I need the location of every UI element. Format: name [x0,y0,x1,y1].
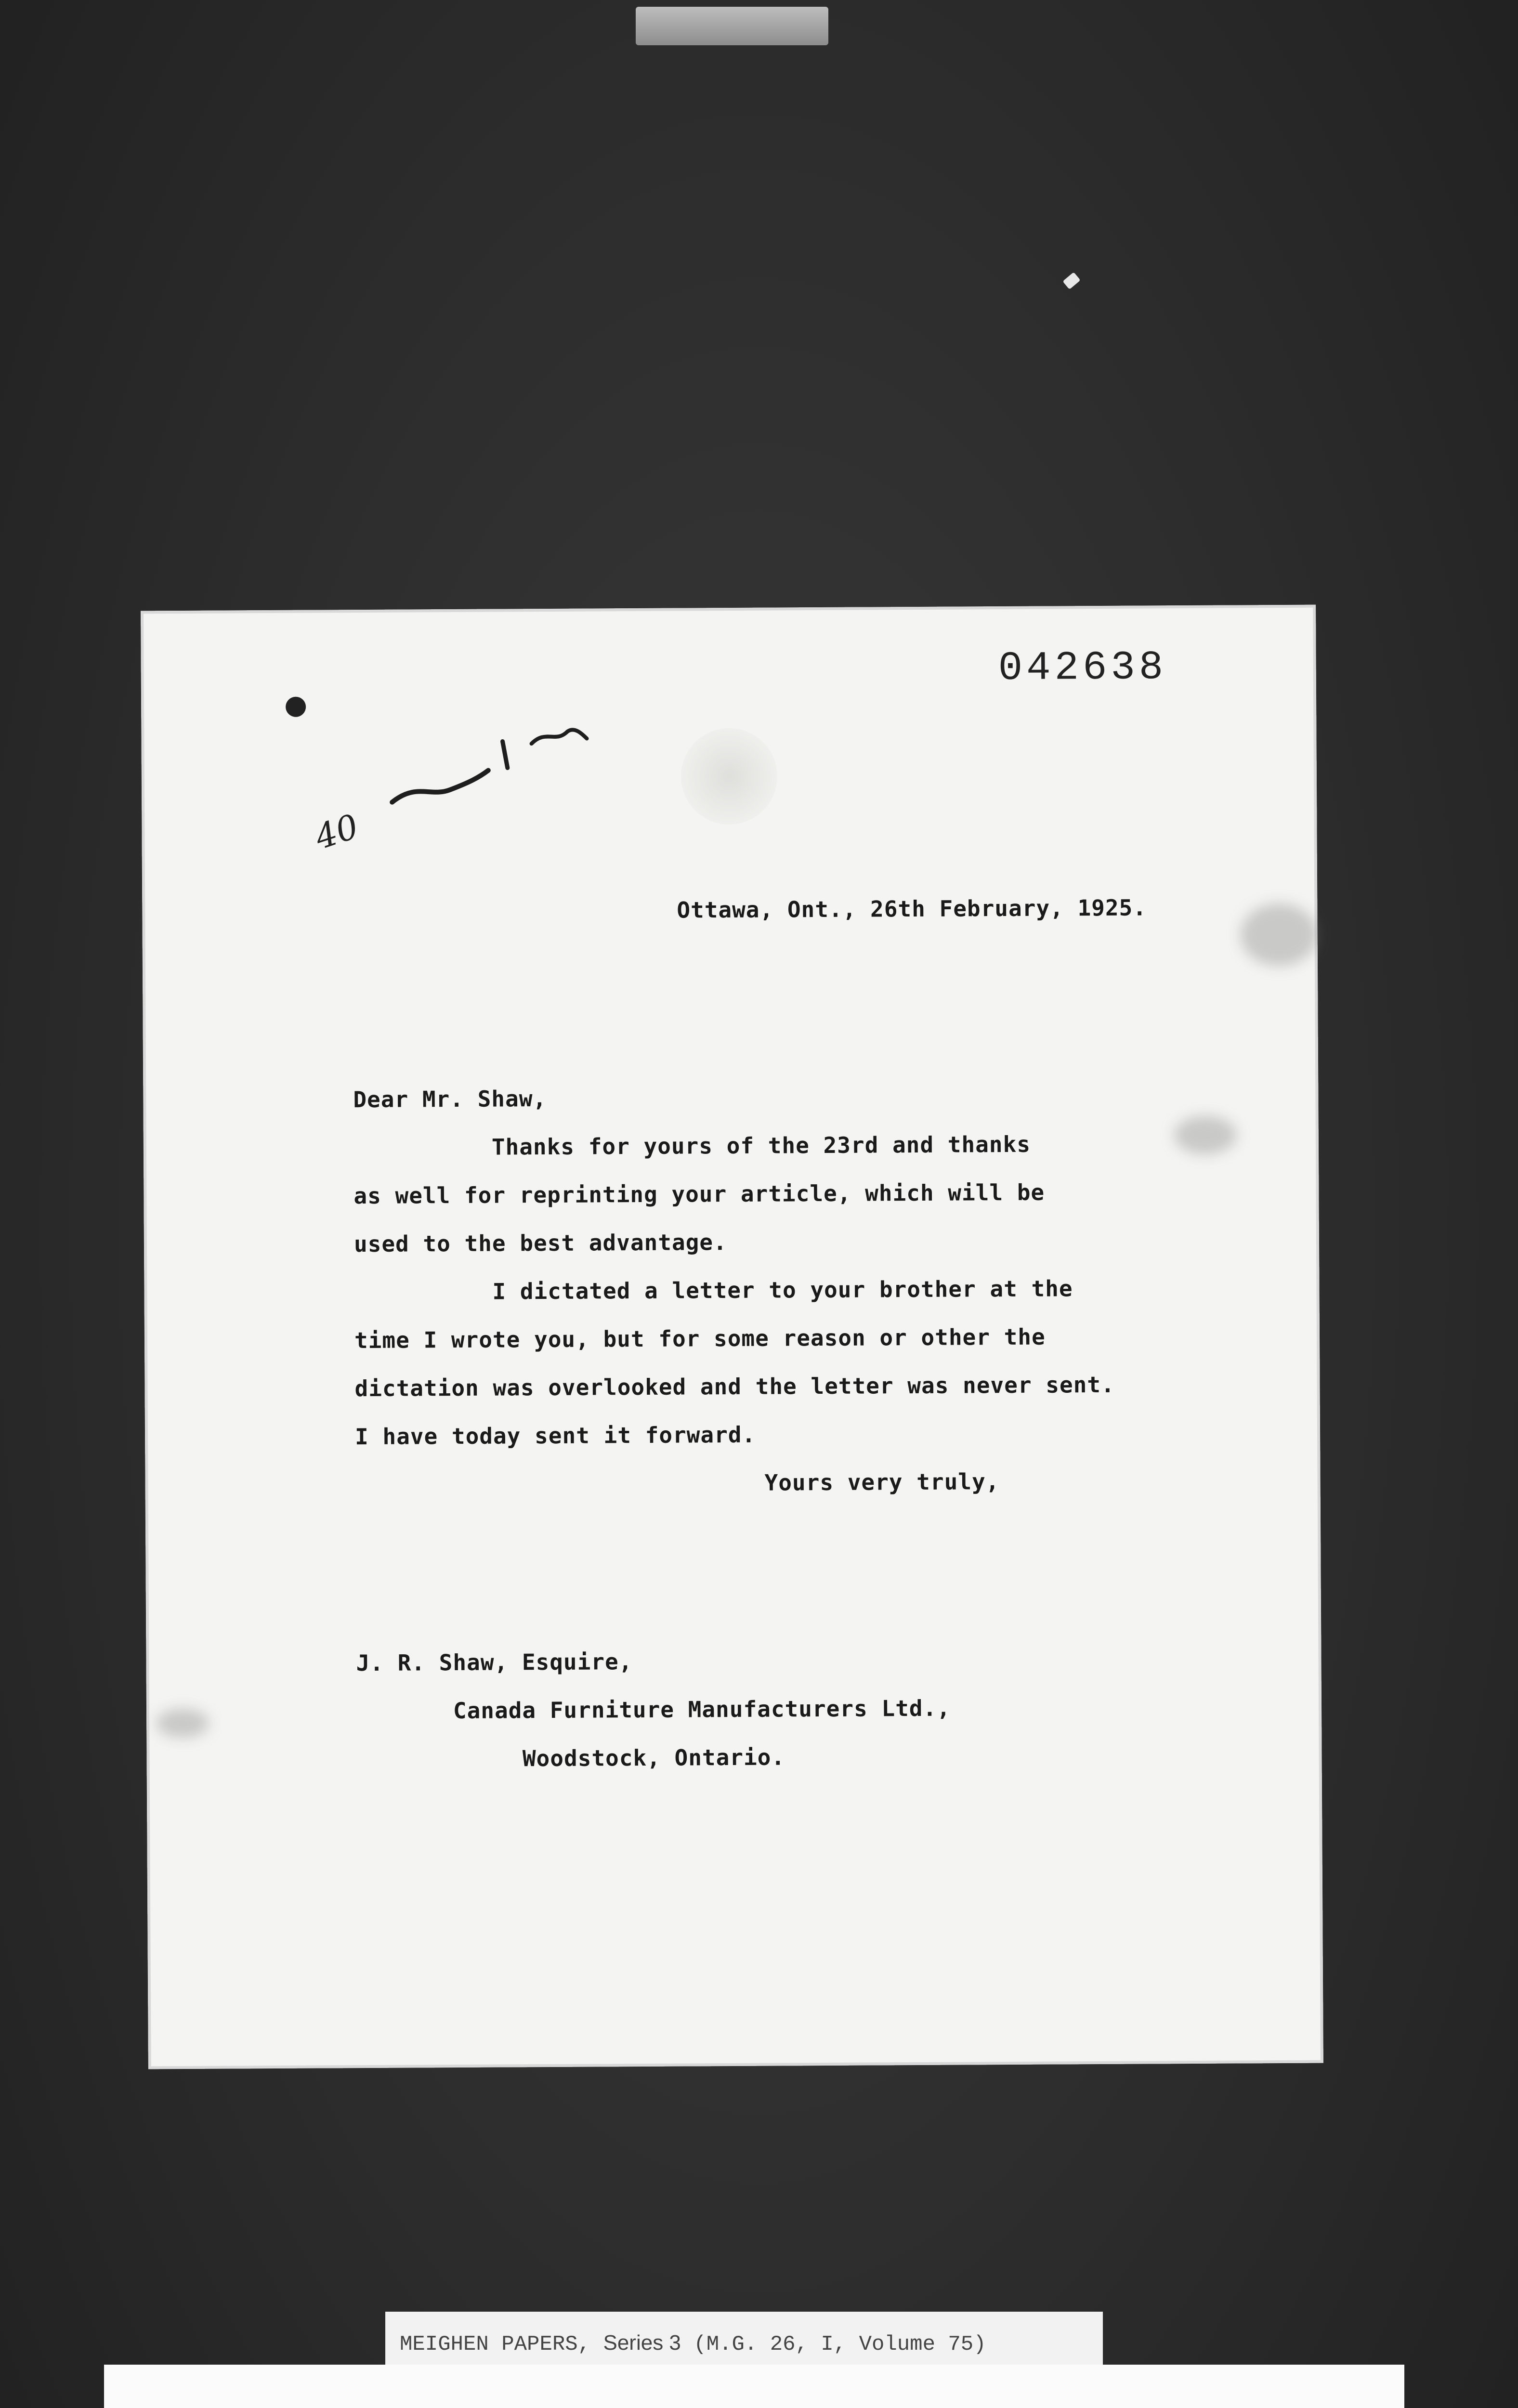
collection-label [385,2312,1103,2369]
smudge [1240,903,1318,967]
body-line: I dictated a letter to your brother at the [354,1275,1073,1306]
closing: Yours very truly, [764,1468,1000,1496]
handwritten-number: 40 [310,806,364,858]
series-number: Series 3 [603,2331,681,2355]
body-line: used to the best advantage. [353,1229,727,1257]
smudge [156,1709,209,1738]
collection-name: MEIGHEN PAPERS, [400,2332,591,2356]
recipient-line: Woodstock, Ontario. [356,1744,785,1773]
smudge [1174,1116,1237,1155]
body-line: dictation was overlooked and the letter was never sent. [354,1371,1115,1402]
date-line: Ottawa, Ont., 26th February, 1925. [677,894,1147,923]
punch-hole [286,697,306,717]
body-line: time I wrote you, but for some reason or other the [354,1323,1046,1354]
body-line: as well for reprinting your article, which will be [353,1179,1045,1209]
salutation: Dear Mr. Shaw, [353,1086,547,1113]
body-line: Thanks for yours of the 23rd and thanks [353,1131,1031,1161]
volume-reference: (M.G. 26, I, Volume 75) [694,2332,986,2356]
letter-page [141,605,1323,2069]
document-number: 042638 [998,645,1167,692]
letterhead-seal [680,728,777,824]
recipient-line: J. R. Shaw, Esquire, [356,1649,633,1676]
recipient-line: Canada Furniture Manufacturers Ltd., [356,1695,951,1725]
clip-tab [636,7,828,45]
collection-reference [400,2331,986,2356]
body-line: I have today sent it forward. [354,1421,756,1450]
archive-card [104,2365,1404,2408]
